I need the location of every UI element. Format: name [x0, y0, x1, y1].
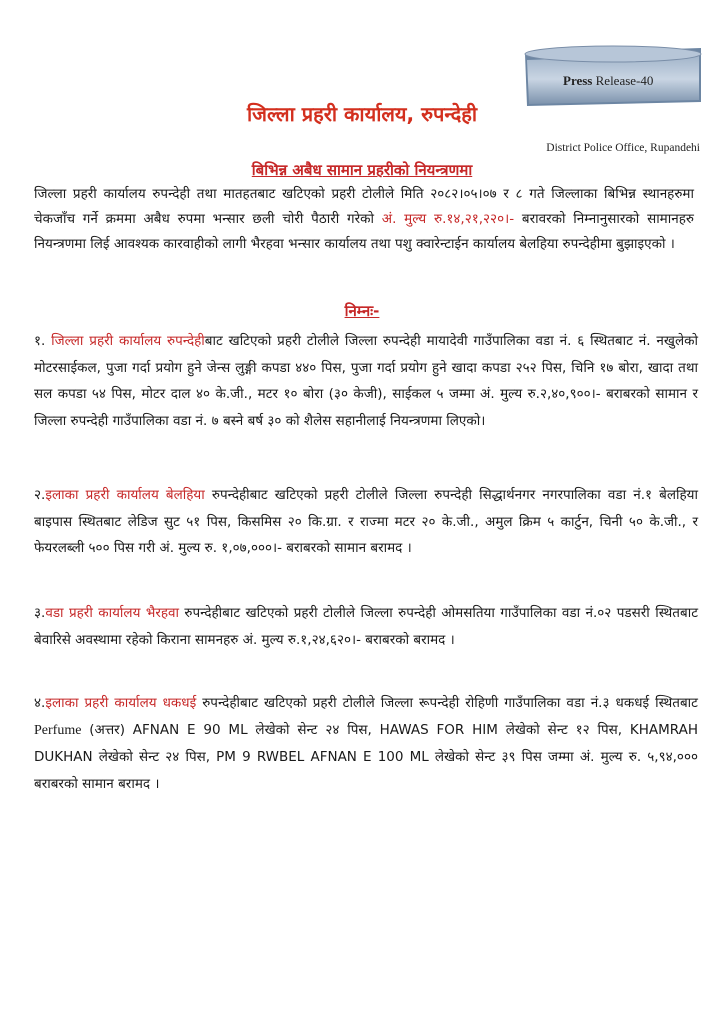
page-title: जिल्ला प्रहरी कार्यालय, रुपन्देही [246, 102, 478, 126]
item-office-name: इलाका प्रहरी कार्यालय धकधई [45, 695, 197, 711]
item-office-name: वडा प्रहरी कार्यालय भैरहवा [45, 605, 180, 621]
badge-label: Press Release-40 [563, 73, 654, 88]
list-item-1: १. जिल्ला प्रहरी कार्यालय रुपन्देहीबाट खटिएको प्रहरी टोलीले जिल्ला रुपन्देही मायादेवी गाउँपालिका वडा नं. ६ स्थितबाट नं. नखुलेको मोटरसाईकल, पुजा गर्दा प्रयोग हुने जेन्स लुङ्गी कपडा ४४० पिस, पुजा गर्दा प्रयोग हुने खादा कपडा २५२ पिस, चिनि १७ बोरा, खादा तथा सल कपडा ५४ पिस, मोटर दाल ४० के.जी., मटर १० बोरा (३० केजी), साईकल ५ जम्मा अं. मुल्य रु.२,४०,९००।- बराबरको सामान र जिल्ला रुपन्देही गाउँपालिका वडा नं. ७ बस्ने बर्ष ३० को शैलेस सहानीलाई नियन्त्रणमा लिएको। [34, 333, 698, 429]
list-item-3: ३.वडा प्रहरी कार्यालय भैरहवा रुपन्देहीबाट खटिएको प्रहरी टोलीले जिल्ला रुपन्देही ओमसतिया गाउँपालिका वडा नं.०२ पडसरी स्थितबाट बेवारिसे अवस्थामा रहेको किराना सामनहरु अं. मुल्य रु.१,२४,६२०।- बराबरको बरामद । [34, 605, 698, 648]
item-office-name: जिल्ला प्रहरी कार्यालय रुपन्देही [51, 333, 205, 349]
item-office-name: इलाका प्रहरी कार्यालय बेलहिया [45, 487, 205, 503]
intro-paragraph: जिल्ला प्रहरी कार्यालय रुपन्देही तथा मातहतबाट खटिएको प्रहरी टोलीले मिति २०८२।०५।०७ र ८ गते जिल्लाका बिभिन्न स्थानहरुमा चेकजाँच गर्ने क्रममा अबैध रुपमा भन्सार छली चोरी पैठारी गरेको अं. मुल्य रु.१४,२१,२२०।- बरावरको निम्नानुसारको सामानहरु नियन्त्रणमा लिई आवश्यक कारवाहीको लागी भैरहवा भन्सार कार्यालय तथा पशु क्वारेन्टाईन कार्यालय बेलहिया रुपन्देहीमा बुझाइएको । [34, 186, 694, 252]
list-heading: निम्नः- [344, 302, 380, 320]
office-name-english: District Police Office, Rupandehi [546, 142, 700, 154]
list-item-4: ४.इलाका प्रहरी कार्यालय धकधई रुपन्देहीबाट खटिएको प्रहरी टोलीले जिल्ला रूपन्देही रोहिणी गाउँपालिका वडा नं.३ धकधई स्थितबाट Perfume (अत्तर) AFNAN E 90 ML लेखेको सेन्ट २४ पिस, HAWAS FOR HIM लेखेको सेन्ट १२ पिस, KHAMRAH DUKHAN लेखेको सेन्ट २४ पिस, PM 9 RWBEL AFNAN E 100 ML लेखेको सेन्ट ३९ पिस जम्मा अं. मुल्य रु. ५,९४,००० बराबरको सामान बरामद । [34, 695, 698, 792]
document-subtitle: बिभिन्न अबैध सामान प्रहरीको नियन्त्रणमा [251, 161, 473, 179]
total-value: अं. मुल्य रु.१४,२१,२२०।- [381, 211, 515, 227]
list-item-2: २.इलाका प्रहरी कार्यालय बेलहिया रुपन्देहीबाट खटिएको प्रहरी टोलीले जिल्ला रुपन्देही सिद्धार्थनगर नगरपालिका वडा नं.१ बेलहिया बाइपास स्थितबाट लेडिज सुट ५१ पिस, किसमिस २० कि.ग्रा. र राज्मा मटर २० के.जी., अमुल क्रिम ५ कार्टुन, चिनी ५० के.जी., र फेयरलब्ली ५०० पिस गरी अं. मुल्य रु. १,०७,०००।- बराबरको सामान बरामद । [34, 487, 698, 556]
